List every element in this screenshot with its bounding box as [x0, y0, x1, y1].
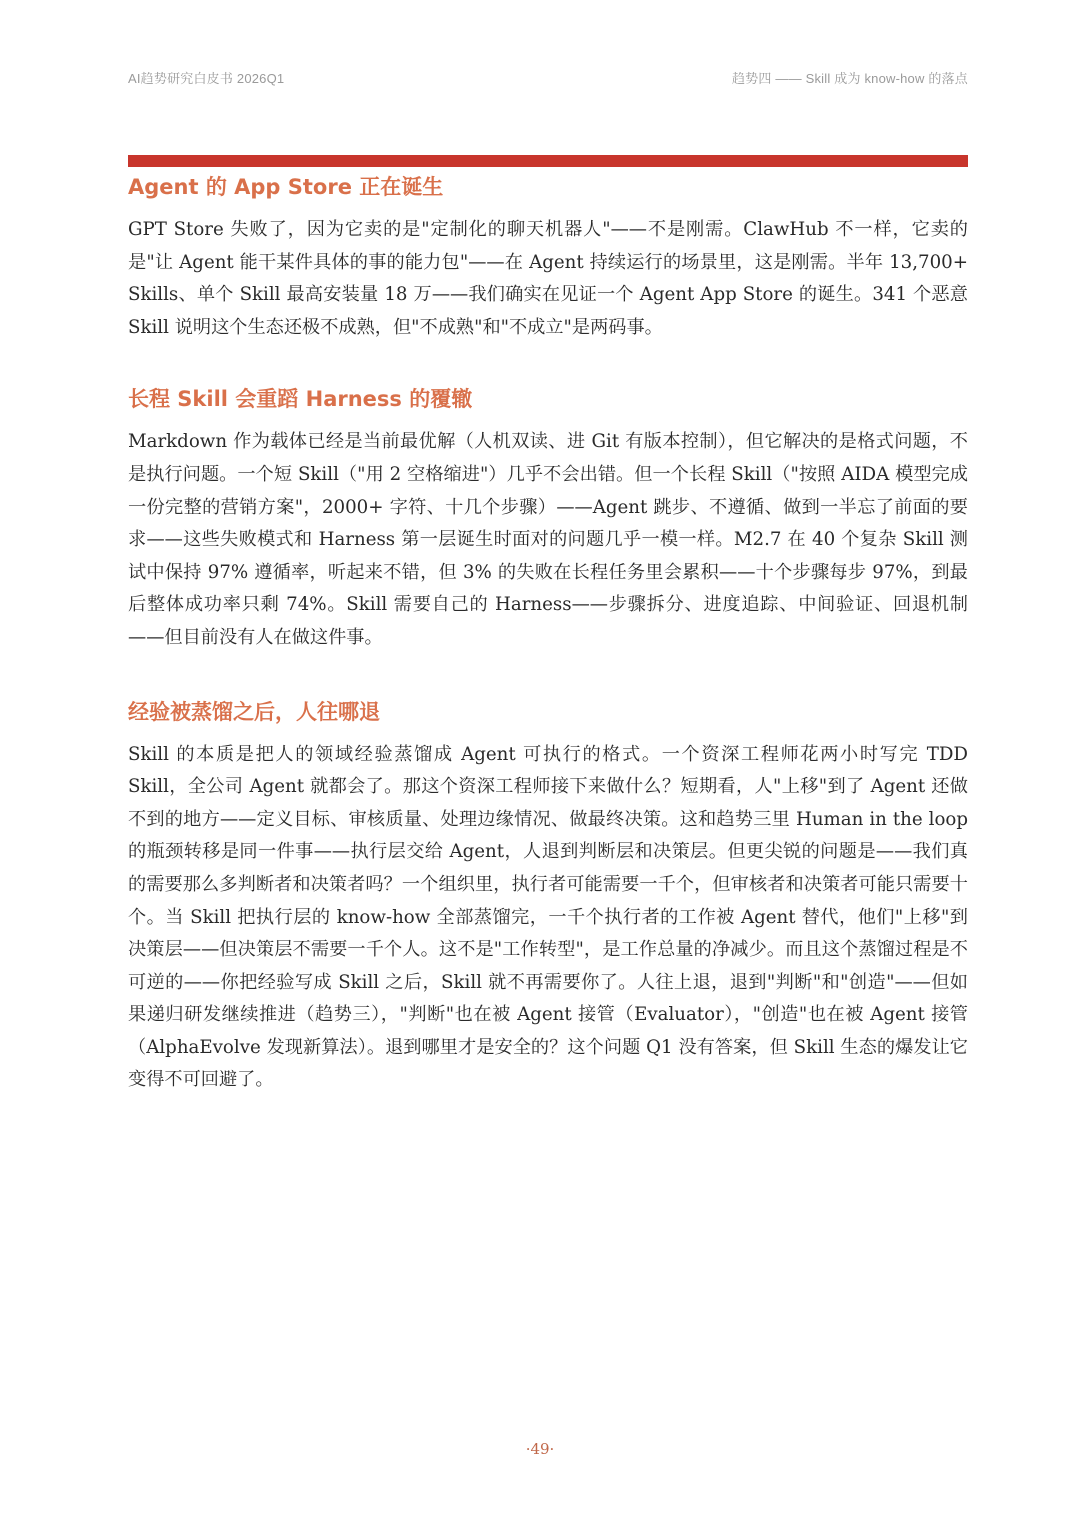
section-heading: Agent 的 App Store 正在诞生 — [128, 175, 444, 199]
section-paragraph: GPT Store 失败了，因为它卖的是"定制化的聊天机器人"——不是刚需。ClawHub 不一样，它卖的是"让 Agent 能干某件具体的事的能力包"——在 Agent 持续运行的场景里，这是刚需。半年 13,700+ Skills、单个 Skill 最高安装量 18 万——我们确实在见证一个 Agent App Store 的诞生。341 个恶意 Skill 说明这个生态还极不成熟，但"不成熟"和"不成立"是两码事。 — [128, 219, 968, 338]
header-document-title: AI趋势研究白皮书 2026Q1 — [128, 71, 285, 86]
main-content — [128, 170, 968, 1097]
section-heading: 经验被蒸馏之后，人往哪退 — [128, 699, 380, 724]
header-chapter-title: 趋势四 —— Skill 成为 know-how 的落点 — [731, 71, 968, 86]
section-paragraph: Skill 的本质是把人的领域经验蒸馏成 Agent 可执行的格式。一个资深工程师花两小时写完 TDD Skill，全公司 Agent 就都会了。那这个资深工程师接下来做什么？短期看，人"上移"到了 Agent 还做不到的地方——定义目标、审核质量、处理边缘情况、做最终决策。这和趋势三里 Human in the loop 的瓶颈转移是同一件事——执行层交给 Agent，人退到判断层和决策层。但更尖锐的问题是——我们真的需要那么多判断者和决策者吗？一个组织里，执行者可能需要一千个，但审核者和决策者可能只需要十个。当 Skill 把执行层的 know-how 全部蒸馏完，一千个执行者的工作被 Agent 替代，他们"上移"到决策层——但决策层不需要一千个人。这不是"工作转型"，是工作总量的净减少。而且这个蒸馏过程是不可逆的——你把经验写成 Skill 之后，Skill 就不再需要你了。人往上退，退到"判断"和"创造"——但如果递归研发继续推进（趋势三），"判断"也在被 Agent 接管（Evaluator），"创造"也在被 Agent 接管（AlphaEvolve 发现新算法）。退到哪里才是安全的？这个问题 Q1 没有答案，但 Skill 生态的爆发让它变得不可回避了。 — [128, 743, 968, 1091]
section-heading: 长程 Skill 会重蹈 Harness 的覆辙 — [128, 387, 473, 412]
accent-divider-bar — [128, 155, 968, 167]
page-number: ·49· — [525, 1440, 555, 1458]
section-agent-app-store — [128, 170, 968, 344]
section-experience-distilled — [128, 695, 968, 1098]
section-paragraph: Markdown 作为载体已经是当前最优解（人机双读、进 Git 有版本控制），但它解决的是格式问题，不是执行问题。一个短 Skill（"用 2 空格缩进"）几乎不会出错。但一个长程 Skill（"按照 AIDA 模型完成一份完整的营销方案"，2000+ 字符、十几个步骤）——Agent 跳步、不遵循、做到一半忘了前面的要求——这些失败模式和 Harness 第一层诞生时面对的问题几乎一模一样。M2.7 在 40 个复杂 Skill 测试中保持 97% 遵循率，听起来不错，但 3% 的失败在长程任务里会累积——十个步骤每步 97%，到最后整体成功率只剩 74%。Skill 需要自己的 Harness——步骤拆分、进度追踪、中间验证、回退机制——但目前没有人在做这件事。 — [128, 431, 968, 648]
section-long-skill-harness — [128, 382, 968, 654]
